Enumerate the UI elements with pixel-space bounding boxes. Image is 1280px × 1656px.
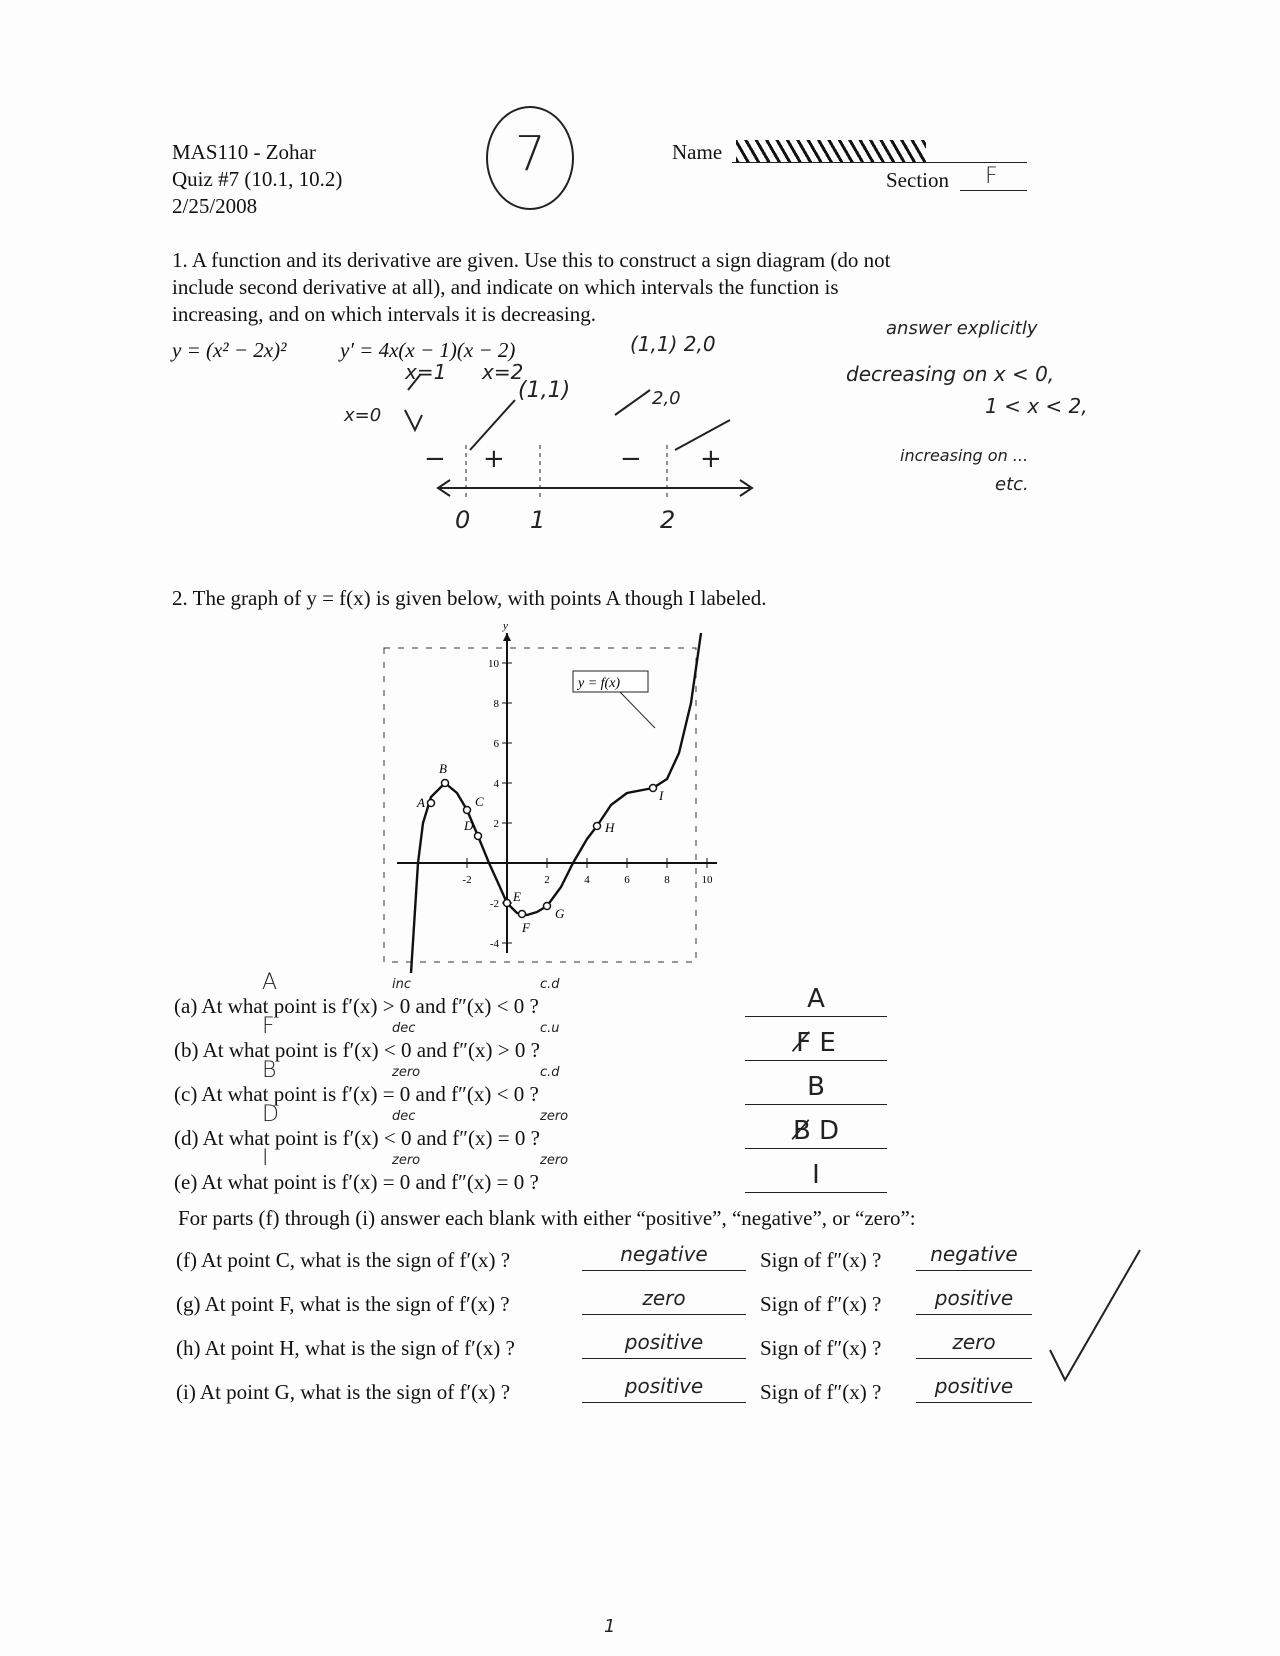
y-tick-label: -2 bbox=[489, 898, 499, 910]
answer-value[interactable]: F̸ E bbox=[796, 1028, 836, 1058]
handwritten-note: x=2 bbox=[482, 360, 524, 384]
q2-intro: 2. The graph of y = f(x) is given below, with points A though I labeled. bbox=[172, 586, 767, 610]
x-tick-label: 6 bbox=[624, 874, 630, 886]
quiz-title: Quiz #7 (10.1, 10.2) bbox=[172, 167, 343, 191]
margin-note: c.d bbox=[540, 977, 560, 992]
point-d bbox=[475, 833, 482, 840]
y-tick-label: 8 bbox=[493, 698, 499, 710]
point-i bbox=[650, 785, 657, 792]
question-part: (a) At what point is f′(x) > 0 and f″(x) < 0 ? bbox=[174, 994, 539, 1018]
question-part: (b) At what point is f′(x) < 0 and f″(x) > 0 ? bbox=[174, 1038, 540, 1062]
answer-blank bbox=[916, 1314, 1032, 1315]
sign-answer-fdoubleprime[interactable]: zero bbox=[952, 1330, 996, 1354]
y-tick-label: 4 bbox=[493, 778, 499, 790]
answer-value[interactable]: B̸ D bbox=[792, 1116, 840, 1146]
point-label: B bbox=[439, 761, 447, 776]
answer-blank bbox=[916, 1358, 1032, 1359]
handwritten-answer: etc. bbox=[995, 474, 1029, 495]
q1-text: include second derivative at all), and indicate on which intervals the function is bbox=[172, 275, 839, 299]
sign-answer-fdoubleprime[interactable]: positive bbox=[934, 1286, 1014, 1310]
sign-question-2: Sign of f″(x) ? bbox=[760, 1380, 882, 1404]
point-label: F bbox=[522, 920, 530, 935]
point-label: H bbox=[605, 820, 615, 835]
answer-value[interactable]: I bbox=[812, 1160, 820, 1190]
sign-question: (i) At point G, what is the sign of f′(x) ? bbox=[176, 1380, 511, 1404]
answer-blank bbox=[582, 1314, 746, 1315]
margin-note: D bbox=[262, 1102, 279, 1127]
point-e bbox=[504, 900, 511, 907]
section-value: F bbox=[985, 164, 998, 189]
y-tick-label: 10 bbox=[488, 658, 499, 670]
q1-text: 1. A function and its derivative are given. Use this to construct a sign diagram (do not bbox=[172, 248, 891, 272]
sign-question-2: Sign of f″(x) ? bbox=[760, 1292, 882, 1316]
x-tick-label: -2 bbox=[462, 874, 472, 886]
x-tick-label: 10 bbox=[701, 874, 713, 886]
margin-note: c.u bbox=[540, 1021, 560, 1036]
instructions: For parts (f) through (i) answer each blank with either “positive”, “negative”, or “zero”: bbox=[178, 1206, 916, 1230]
point-b bbox=[442, 780, 449, 787]
margin-note: c.d bbox=[540, 1065, 560, 1080]
section-label: Section bbox=[886, 168, 949, 192]
sign-question-2: Sign of f″(x) ? bbox=[760, 1336, 882, 1360]
q1-text: increasing, and on which intervals it is decreasing. bbox=[172, 302, 596, 326]
legend-label: y = f(x) bbox=[578, 676, 621, 691]
answer-value[interactable]: A bbox=[807, 984, 825, 1014]
sign-question-2: Sign of f″(x) ? bbox=[760, 1248, 882, 1272]
margin-note: F bbox=[262, 1014, 275, 1039]
check-mark bbox=[1040, 1240, 1150, 1390]
tick-label: 2 bbox=[660, 506, 676, 534]
handwritten-answer: 1 < x < 2, bbox=[985, 394, 1088, 418]
point-a bbox=[428, 800, 435, 807]
handwritten-answer: decreasing on x < 0, bbox=[846, 362, 1055, 386]
y-axis-arrow bbox=[503, 633, 511, 641]
point-label: A bbox=[417, 795, 425, 810]
handwritten-answer: answer explicitly bbox=[886, 318, 1038, 339]
point-f bbox=[519, 911, 526, 918]
sign-answer-fprime[interactable]: negative bbox=[620, 1242, 708, 1266]
sign-question: (h) At point H, what is the sign of f′(x) ? bbox=[176, 1336, 515, 1360]
tick-label: 0 bbox=[455, 506, 471, 534]
q1-derivative: y′ = 4x(x − 1)(x − 2) bbox=[340, 338, 516, 362]
sign-question: (f) At point C, what is the sign of f′(x) ? bbox=[176, 1248, 511, 1272]
y-tick-label: -4 bbox=[489, 938, 499, 950]
x-tick-label: 2 bbox=[544, 874, 550, 886]
point-label: E bbox=[513, 889, 521, 904]
handwritten-note: (1,1) bbox=[518, 378, 571, 403]
y-axis-label: y bbox=[503, 620, 508, 632]
point-label: C bbox=[475, 794, 484, 809]
handwritten-note: x=0 bbox=[344, 405, 382, 426]
answer-blank bbox=[745, 1104, 887, 1105]
point-label: I bbox=[659, 788, 664, 803]
margin-note: zero bbox=[392, 1153, 421, 1168]
score: 7 bbox=[515, 126, 546, 182]
question-part: (e) At what point is f′(x) = 0 and f″(x) = 0 ? bbox=[174, 1170, 539, 1194]
margin-note: inc bbox=[392, 977, 411, 992]
point-label: D bbox=[464, 818, 474, 833]
sign-answer-fprime[interactable]: positive bbox=[624, 1374, 704, 1398]
sign-answer-fprime[interactable]: zero bbox=[642, 1286, 686, 1310]
sign-minus: − bbox=[620, 444, 642, 474]
question-part: (d) At what point is f′(x) < 0 and f″(x) = 0 ? bbox=[174, 1126, 540, 1150]
answer-blank bbox=[582, 1402, 746, 1403]
point-c bbox=[464, 807, 471, 814]
quiz-date: 2/25/2008 bbox=[172, 194, 258, 218]
sign-answer-fdoubleprime[interactable]: negative bbox=[930, 1242, 1018, 1266]
answer-value[interactable]: B bbox=[807, 1072, 825, 1102]
answer-blank bbox=[745, 1016, 887, 1017]
answer-blank bbox=[745, 1060, 887, 1061]
sign-plus: + bbox=[483, 444, 505, 474]
handwritten-note: 2,0 bbox=[652, 388, 681, 409]
question-part: (c) At what point is f′(x) = 0 and f″(x) < 0 ? bbox=[174, 1082, 539, 1106]
page-number: 1 bbox=[604, 1616, 616, 1637]
sign-minus: − bbox=[424, 444, 446, 474]
name-label: Name bbox=[672, 140, 723, 164]
legend-pointer bbox=[620, 692, 655, 728]
handwritten-answer: increasing on ... bbox=[900, 446, 1029, 465]
margin-note: zero bbox=[540, 1153, 569, 1168]
answer-blank bbox=[582, 1270, 746, 1271]
point-g bbox=[544, 903, 551, 910]
q1-function: y = (x² − 2x)² bbox=[172, 338, 287, 362]
margin-note: A bbox=[262, 970, 278, 995]
answer-blank bbox=[916, 1270, 1032, 1271]
handwritten-note: x=1 bbox=[405, 360, 447, 384]
answer-blank bbox=[745, 1192, 887, 1193]
sign-answer-fprime[interactable]: positive bbox=[624, 1330, 704, 1354]
x-tick-label: 4 bbox=[584, 874, 590, 886]
margin-note: dec bbox=[392, 1109, 416, 1124]
sign-question: (g) At point F, what is the sign of f′(x) ? bbox=[176, 1292, 510, 1316]
x-tick-label: 8 bbox=[664, 874, 670, 886]
sign-plus: + bbox=[700, 444, 722, 474]
margin-note: zero bbox=[540, 1109, 569, 1124]
sign-answer-fdoubleprime[interactable]: positive bbox=[934, 1374, 1014, 1398]
y-tick-label: 6 bbox=[493, 738, 499, 750]
tick-label: 1 bbox=[530, 506, 546, 534]
handwritten-note: (1,1) 2,0 bbox=[630, 332, 716, 356]
y-tick-label: 2 bbox=[493, 818, 499, 830]
point-label: G bbox=[555, 906, 565, 921]
margin-note: dec bbox=[392, 1021, 416, 1036]
point-h bbox=[594, 823, 601, 830]
course-title: MAS110 - Zohar bbox=[172, 140, 316, 164]
answer-blank bbox=[582, 1358, 746, 1359]
function-curve bbox=[411, 633, 701, 973]
margin-note: I bbox=[262, 1146, 269, 1171]
answer-blank bbox=[745, 1148, 887, 1149]
answer-blank bbox=[916, 1402, 1032, 1403]
margin-note: B bbox=[262, 1058, 277, 1083]
margin-note: zero bbox=[392, 1065, 421, 1080]
